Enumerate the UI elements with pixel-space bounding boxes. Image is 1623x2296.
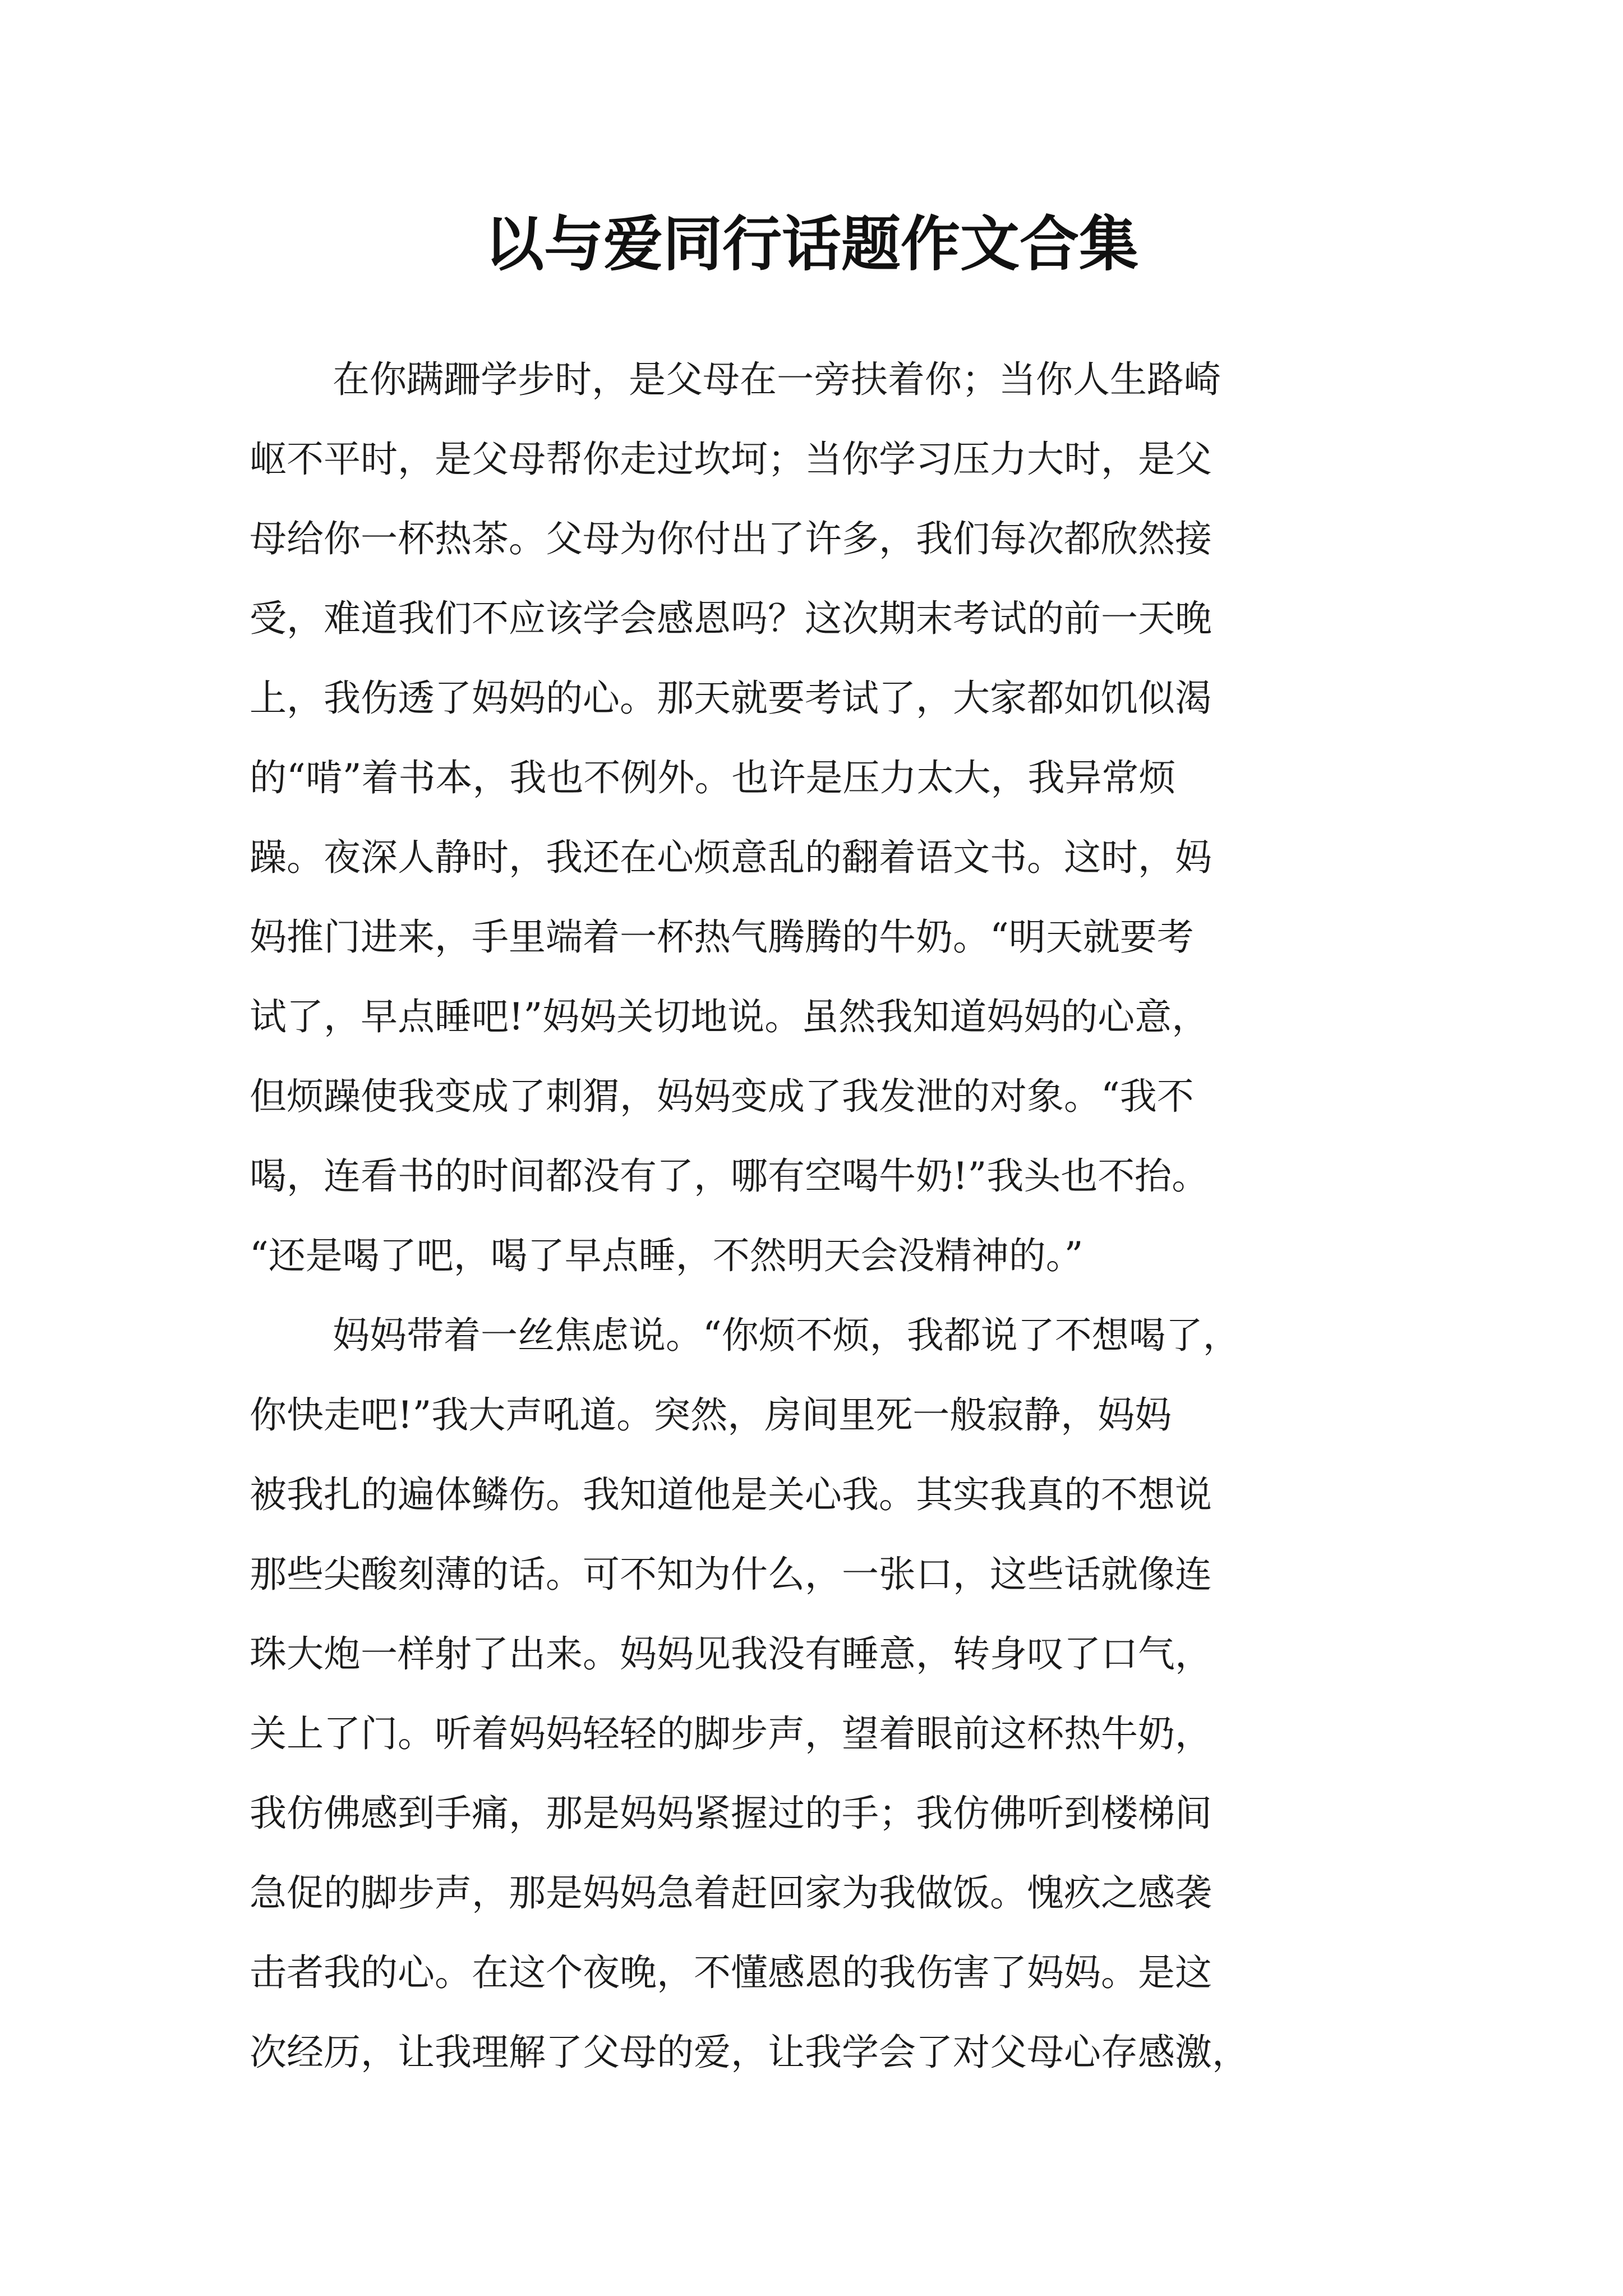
text-line: 在你蹒跚学步时，是父母在一旁扶着你；当你人生路崎 <box>333 358 1221 401</box>
text-line: 试了，早点睡吧!”妈妈关切地说。虽然我知道妈妈的心意， <box>250 995 1209 1038</box>
text-line: 你快走吧!”我大声吼道。突然，房间里死一般寂静，妈妈 <box>250 1393 1172 1437</box>
text-line: 次经历，让我理解了父母的爱，让我学会了对父母心存感激， <box>250 2031 1249 2074</box>
text-line: 妈推门进来，手里端着一杯热气腾腾的牛奶。“明天就要考 <box>250 915 1194 959</box>
text-line: 关上了门。听着妈妈轻轻的脚步声，望着眼前这杯热牛奶， <box>250 1712 1212 1755</box>
text-line: 急促的脚步声，那是妈妈急着赶回家为我做饭。愧疚之感袭 <box>250 1871 1212 1915</box>
text-line: 珠大炮一样射了出来。妈妈见我没有睡意，转身叹了口气， <box>250 1632 1212 1676</box>
text-line: “还是喝了吧，喝了早点睡，不然明天会没精神的。” <box>250 1234 1083 1277</box>
text-line: 喝，连看书的时间都没有了，哪有空喝牛奶!”我头也不抬。 <box>250 1154 1209 1198</box>
text-line: 岖不平时，是父母帮你走过坎坷；当你学习压力大时，是父 <box>250 438 1212 481</box>
text-line: 妈妈带着一丝焦虑说。“你烦不烦，我都说了不想喝了， <box>333 1314 1240 1357</box>
text-line: 受，难道我们不应该学会感恩吗？这次期末考试的前一天晚 <box>250 597 1212 640</box>
text-line: 母给你一杯热茶。父母为你付出了许多，我们每次都欣然接 <box>250 517 1212 560</box>
text-line: 上，我伤透了妈妈的心。那天就要考试了，大家都如饥似渴 <box>250 677 1212 720</box>
document-title: 以与爱同行话题作文合集 <box>485 209 1138 279</box>
document-body <box>250 340 1405 2092</box>
text-line: 那些尖酸刻薄的话。可不知为什么，一张口，这些话就像连 <box>250 1553 1212 1596</box>
text-line: 但烦躁使我变成了刺猬，妈妈变成了我发泄的对象。“我不 <box>250 1075 1194 1118</box>
text-line: 我仿佛感到手痛，那是妈妈紧握过的手；我仿佛听到楼梯间 <box>250 1792 1212 1835</box>
text-line: 击者我的心。在这个夜晚，不懂感恩的我伤害了妈妈。是这 <box>250 1951 1212 1994</box>
text-line: 躁。夜深人静时，我还在心烦意乱的翻着语文书。这时，妈 <box>250 836 1212 879</box>
text-line: 被我扎的遍体鳞伤。我知道他是关心我。其实我真的不想说 <box>250 1473 1212 1516</box>
text-line: 的“啃”着书本，我也不例外。也许是压力太大，我异常烦 <box>250 756 1176 799</box>
